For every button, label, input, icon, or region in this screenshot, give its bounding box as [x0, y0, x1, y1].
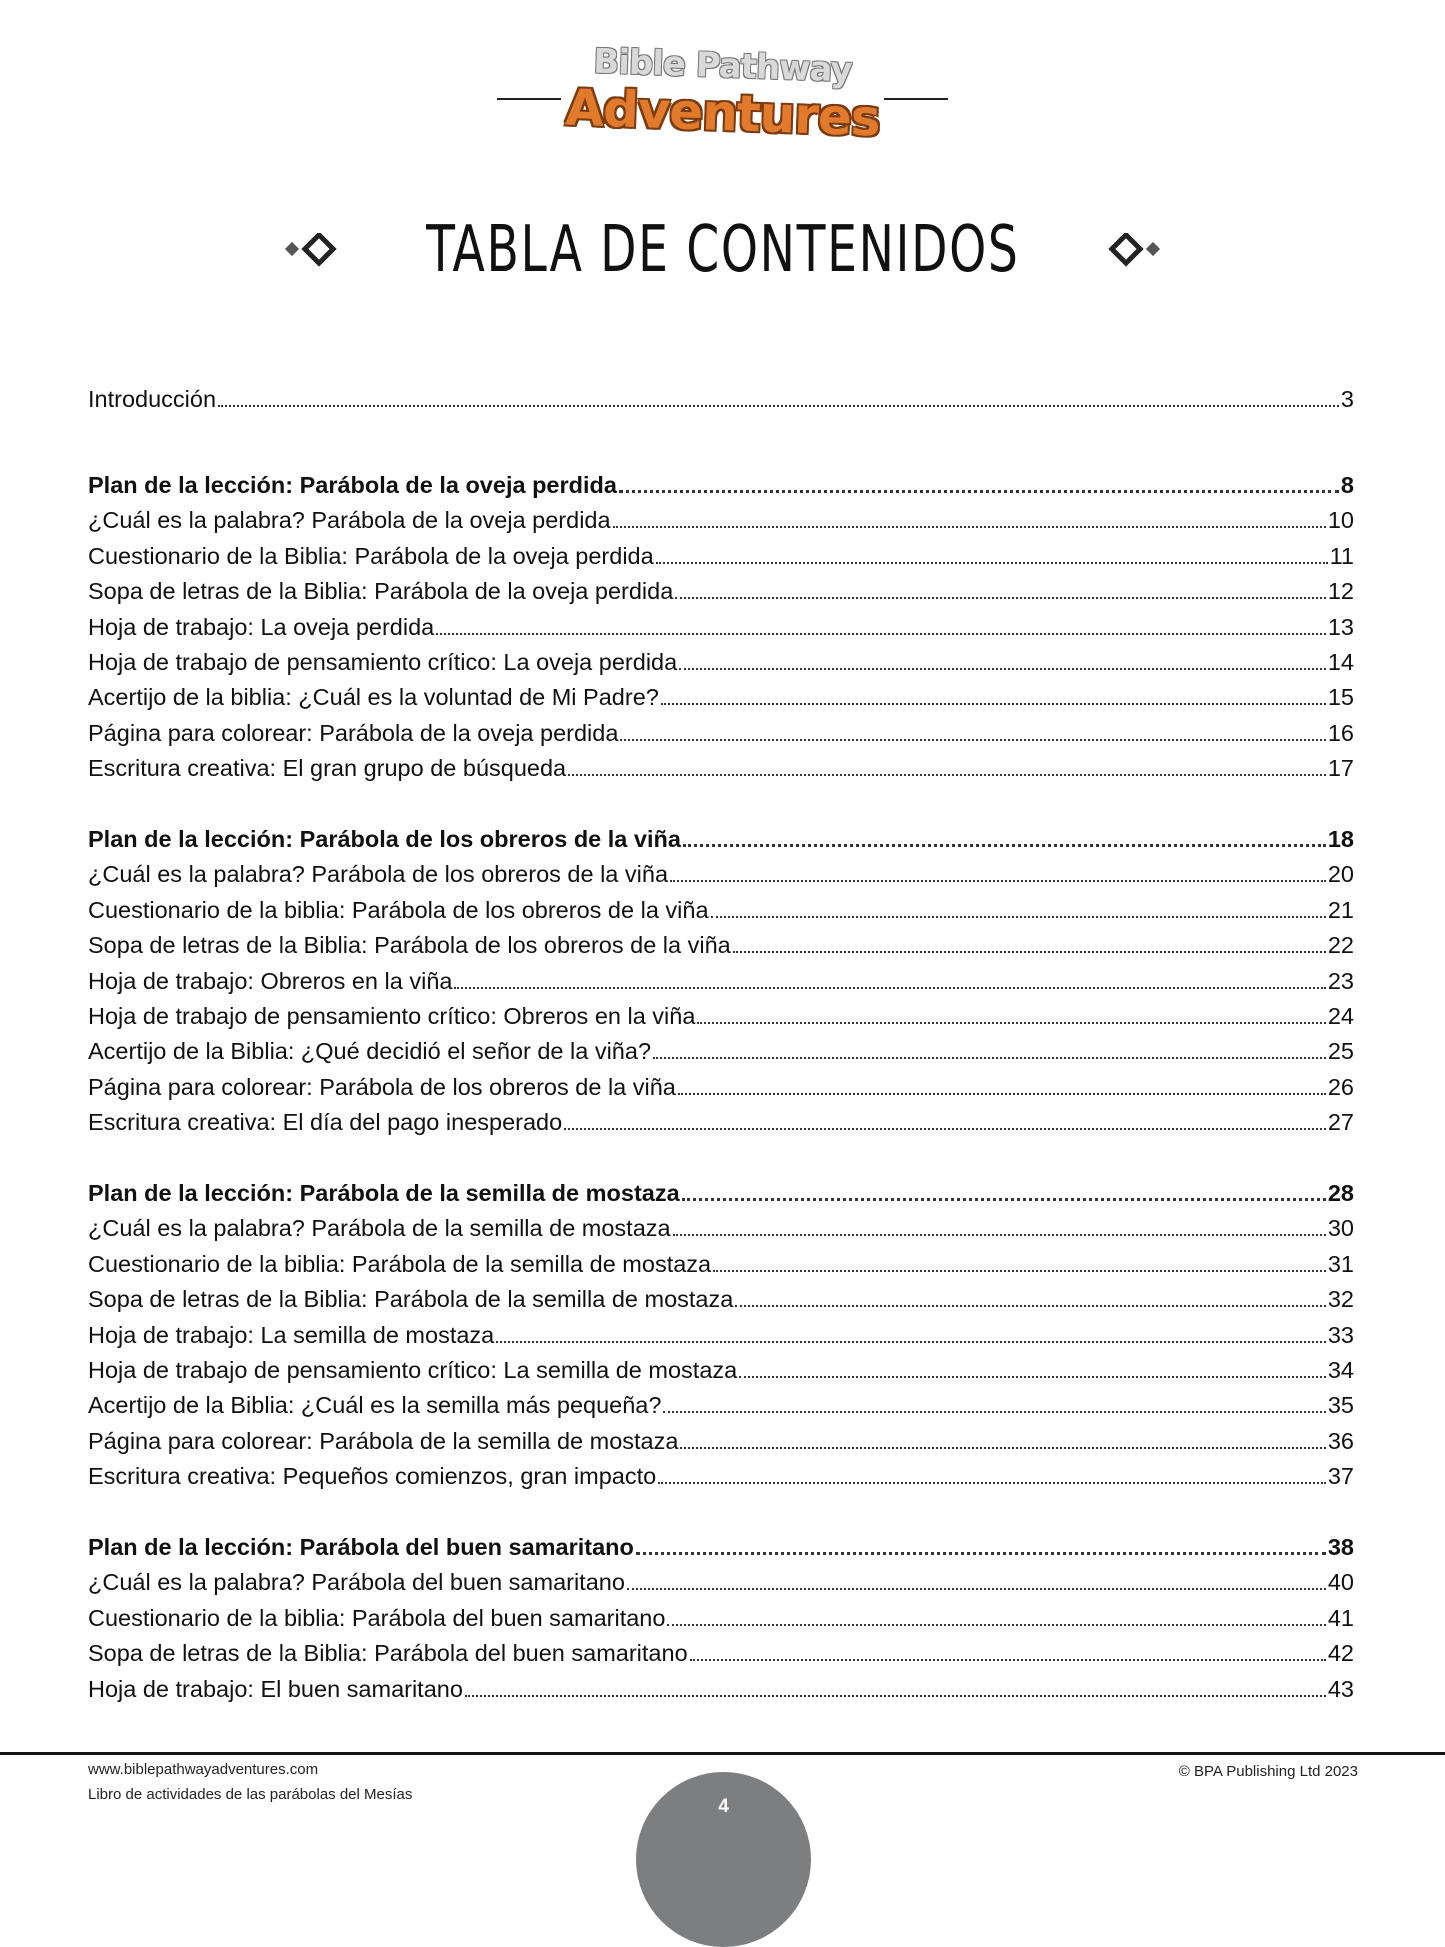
diamond-ornament-left-icon — [279, 233, 339, 267]
toc-entry-page: 28 — [1327, 1180, 1354, 1206]
toc-entry-page: 25 — [1327, 1038, 1354, 1065]
footer-copyright: © BPA Publishing Ltd 2023 — [1178, 1763, 1358, 1780]
toc-entry-label: Acertijo de la biblia: ¿Cuál es la voluntad de Mi Padre? — [88, 684, 659, 711]
toc-entry-label: Sopa de letras de la Biblia: Parábola de los obreros de la viña — [88, 932, 731, 959]
toc-entry-label: ¿Cuál es la palabra? Parábola de los obreros de la viña — [88, 861, 669, 888]
toc-entry-page: 31 — [1327, 1250, 1354, 1277]
toc-dot-leader — [673, 1234, 1326, 1236]
toc-entry[interactable] — [88, 1421, 1354, 1456]
toc-entry-label: Hoja de trabajo: El buen samaritano — [88, 1675, 463, 1702]
toc-entry-label: Sopa de letras de la Biblia: Parábola de la semilla de mostaza — [88, 1286, 734, 1313]
toc-section-entry[interactable] — [88, 465, 1354, 500]
toc-entry-page: 16 — [1327, 719, 1354, 746]
toc-entry[interactable] — [88, 677, 1354, 712]
toc-entry[interactable] — [88, 1067, 1354, 1102]
toc-entry-label: Escritura creativa: El día del pago inesperado — [88, 1109, 563, 1136]
toc-dot-leader — [690, 1659, 1326, 1661]
toc-entry-page: 40 — [1327, 1569, 1354, 1596]
toc-entry-page: 10 — [1327, 507, 1354, 534]
toc-dot-leader — [739, 1376, 1326, 1378]
toc-entry[interactable] — [88, 1633, 1354, 1668]
logo-bottom-text: Adventures — [564, 78, 881, 148]
toc-dot-leader — [465, 1695, 1326, 1697]
toc-dot-leader — [667, 1624, 1325, 1626]
toc-entry-label: Hoja de trabajo de pensamiento crítico: Obreros en la viña — [88, 1003, 696, 1029]
toc-entry[interactable] — [88, 1244, 1354, 1279]
toc-entry-page: 12 — [1327, 578, 1354, 605]
toc-entry[interactable] — [88, 642, 1354, 677]
toc-entry-page: 21 — [1327, 896, 1354, 923]
toc-entry-page: 24 — [1327, 1003, 1354, 1029]
toc-section-entry[interactable] — [88, 819, 1354, 854]
toc-entry[interactable] — [88, 854, 1354, 889]
toc-entry-page: 38 — [1327, 1534, 1354, 1560]
toc-entry-label: Hoja de trabajo: Obreros en la viña — [88, 967, 453, 994]
toc-entry-page: 17 — [1327, 755, 1354, 782]
toc-dot-leader — [675, 597, 1326, 599]
footer-book-title: Libro de actividades de las parábolas del Mesías — [88, 1786, 413, 1803]
toc-dot-leader — [711, 916, 1326, 918]
toc-entry-label: Página para colorear: Parábola de la semilla de mostaza — [88, 1427, 679, 1454]
toc-entry-label: Hoja de trabajo de pensamiento crítico: La oveja perdida — [88, 649, 678, 675]
toc-entry[interactable] — [88, 1669, 1354, 1704]
footer-rule — [0, 1752, 1445, 1755]
toc-entry-label: Escritura creativa: El gran grupo de búsqueda — [88, 755, 567, 782]
toc-entry-page: 27 — [1327, 1109, 1354, 1136]
toc-entry-label: Cuestionario de la biblia: Parábola de los obreros de la viña — [88, 896, 709, 923]
toc-entry-page: 22 — [1327, 932, 1354, 959]
toc-dot-leader — [678, 1093, 1326, 1095]
toc-entry-label: ¿Cuál es la palabra? Parábola de la semilla de mostaza — [88, 1215, 671, 1242]
toc-dot-leader — [218, 405, 1339, 407]
toc-section-entry[interactable] — [88, 1527, 1354, 1562]
toc-dot-leader — [653, 1057, 1326, 1059]
toc-entry[interactable] — [88, 607, 1354, 642]
toc-entry-label: ¿Cuál es la palabra? Parábola de la oveja perdida — [88, 507, 611, 534]
toc-entry-label: Escritura creativa: Pequeños comienzos, gran impacto — [88, 1463, 657, 1490]
page-title: TABLA DE CONTENIDOS — [425, 213, 1020, 287]
toc-entry[interactable] — [88, 379, 1354, 414]
toc-entry-page: 20 — [1327, 861, 1354, 888]
toc-entry-label: Cuestionario de la biblia: Parábola de la semilla de mostaza — [88, 1250, 712, 1277]
logo-top-text: Bible Pathway — [592, 41, 853, 91]
toc-dot-leader — [661, 703, 1326, 705]
toc-entry[interactable] — [88, 748, 1354, 783]
toc-entry-page: 41 — [1327, 1604, 1354, 1631]
toc-entry-label: ¿Cuál es la palabra? Parábola del buen samaritano — [88, 1569, 625, 1596]
toc-dot-leader — [568, 774, 1326, 776]
toc-entry-label: Plan de la lección: Parábola de la oveja perdida — [88, 472, 617, 498]
toc-dot-leader — [713, 1270, 1326, 1272]
toc-dot-leader — [658, 1482, 1326, 1484]
toc-entry-label: Introducción — [88, 386, 217, 412]
toc-entry-page: 8 — [1340, 472, 1354, 498]
toc-dot-leader — [564, 1128, 1326, 1130]
logo-right-rule — [884, 98, 948, 100]
toc-entry[interactable] — [88, 1562, 1354, 1597]
footer-url[interactable]: www.biblepathwayadventures.com — [88, 1761, 319, 1778]
diamond-ornament-right-icon — [1106, 233, 1166, 267]
toc-dot-leader — [679, 668, 1326, 670]
toc-dot-leader — [620, 739, 1325, 741]
toc-entry-page: 37 — [1327, 1463, 1354, 1490]
toc-entry[interactable] — [88, 961, 1354, 996]
toc-entry-page: 30 — [1327, 1215, 1354, 1242]
toc-entry[interactable] — [88, 1208, 1354, 1243]
toc-entry[interactable] — [88, 996, 1354, 1031]
toc-entry-page: 15 — [1327, 684, 1354, 711]
toc-entry[interactable] — [88, 1031, 1354, 1066]
toc-entry[interactable] — [88, 536, 1354, 571]
toc-dot-leader — [670, 880, 1326, 882]
toc-entry-page: 35 — [1327, 1392, 1354, 1419]
toc-entry[interactable] — [88, 1350, 1354, 1385]
toc-entry[interactable] — [88, 1598, 1354, 1633]
toc-entry-label: Hoja de trabajo: La oveja perdida — [88, 613, 435, 640]
toc-dot-leader — [454, 987, 1325, 989]
toc-dot-leader — [697, 1022, 1325, 1024]
logo — [0, 36, 1445, 146]
toc-entry-page: 13 — [1327, 613, 1354, 640]
toc-entry-page: 3 — [1340, 386, 1354, 412]
toc-entry-label: Plan de la lección: Parábola del buen samaritano — [88, 1534, 634, 1560]
toc-dot-leader — [613, 526, 1326, 528]
toc-entry-page: 34 — [1327, 1357, 1354, 1383]
toc-entry[interactable] — [88, 1279, 1354, 1314]
toc-entry-label: Página para colorear: Parábola de la oveja perdida — [88, 719, 619, 746]
toc-entry[interactable] — [88, 890, 1354, 925]
toc-entry-page: 36 — [1327, 1427, 1354, 1454]
toc-entry-label: Hoja de trabajo: La semilla de mostaza — [88, 1321, 495, 1348]
toc-entry-label: Hoja de trabajo de pensamiento crítico: La semilla de mostaza — [88, 1357, 738, 1383]
toc-entry-page: 42 — [1327, 1640, 1354, 1667]
toc-dot-leader — [682, 1198, 1326, 1201]
toc-entry[interactable] — [88, 1315, 1354, 1350]
toc-entry-label: Plan de la lección: Parábola de los obreros de la viña — [88, 826, 681, 852]
toc-entry-label: Plan de la lección: Parábola de la semilla de mostaza — [88, 1180, 680, 1206]
toc-dot-leader — [496, 1341, 1326, 1343]
toc-entry-page: 23 — [1327, 967, 1354, 994]
toc-entry-page: 32 — [1327, 1286, 1354, 1313]
toc-entry-label: Acertijo de la Biblia: ¿Qué decidió el señor de la viña? — [88, 1038, 652, 1065]
toc-entry-page: 11 — [1329, 542, 1354, 569]
toc-dot-leader — [436, 633, 1326, 635]
toc-entry-page: 26 — [1327, 1073, 1354, 1100]
toc-entry-page: 43 — [1327, 1675, 1354, 1702]
toc-dot-leader — [683, 844, 1326, 847]
toc-entry-label: Sopa de letras de la Biblia: Parábola de la oveja perdida — [88, 578, 674, 605]
title-row — [0, 205, 1445, 295]
toc-entry-label: Cuestionario de la biblia: Parábola del buen samaritano — [88, 1604, 666, 1631]
toc-dot-leader — [733, 951, 1326, 953]
toc-entry[interactable] — [88, 500, 1354, 535]
toc-entry-page: 18 — [1327, 826, 1354, 852]
toc-section-entry[interactable] — [88, 1173, 1354, 1208]
toc-dot-leader — [627, 1588, 1326, 1590]
toc-entry[interactable] — [88, 925, 1354, 960]
toc-dot-leader — [663, 1411, 1325, 1413]
toc-entry[interactable] — [88, 1102, 1354, 1137]
page-number: 4 — [718, 1796, 729, 1817]
toc-dot-leader — [680, 1447, 1325, 1449]
toc-dot-leader — [619, 490, 1339, 493]
toc-entry[interactable] — [88, 713, 1354, 748]
toc-entry-label: Sopa de letras de la Biblia: Parábola del buen samaritano — [88, 1640, 688, 1667]
toc-dot-leader — [636, 1552, 1326, 1555]
toc-entry-page: 33 — [1327, 1321, 1354, 1348]
toc-entry-page: 14 — [1327, 649, 1354, 675]
toc-entry-label: Acertijo de la Biblia: ¿Cuál es la semilla más pequeña? — [88, 1392, 662, 1419]
toc-dot-leader — [735, 1305, 1326, 1307]
toc-entry[interactable] — [88, 1385, 1354, 1420]
toc-entry-label: Página para colorear: Parábola de los obreros de la viña — [88, 1073, 676, 1100]
toc-dot-leader — [656, 562, 1328, 564]
toc-entry[interactable] — [88, 1456, 1354, 1491]
toc-entry-label: Cuestionario de la Biblia: Parábola de la oveja perdida — [88, 542, 654, 569]
toc-entry[interactable] — [88, 571, 1354, 606]
